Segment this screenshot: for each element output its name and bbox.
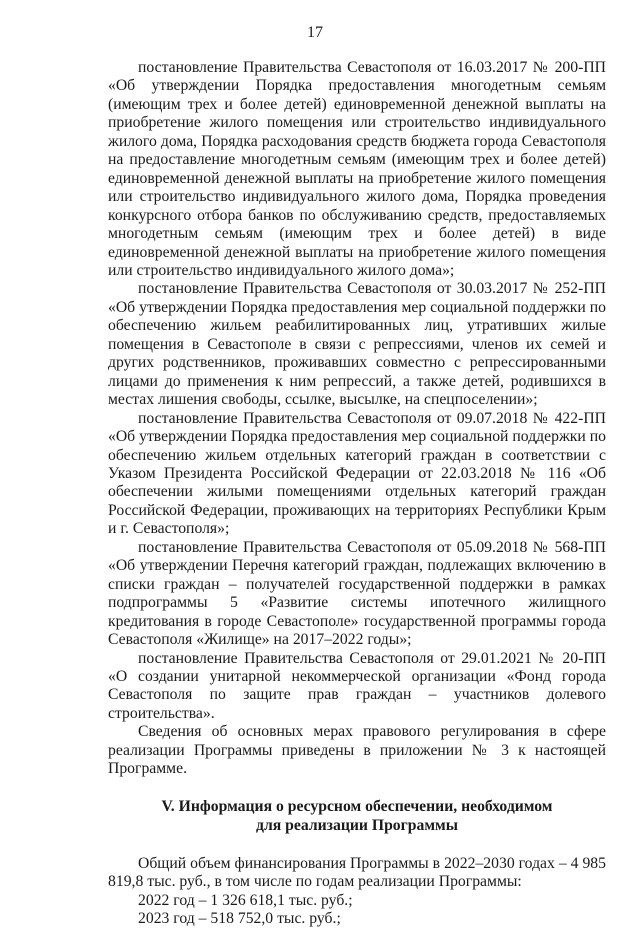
section-heading (108, 797, 606, 835)
paragraph-resolution-200pp: постановление Правительства Севастополя от 16.03.2017 № 200-ПП «Об утверждении Порядка предоставления многодетным семьям (имеющим трех и более детей) единовременной денежной выплаты на приобретение жилого помещения или строительство индивидуального жилого дома, Порядка расходования средств бюджета города Севастополя на предоставление многодетным семьям (имеющим трех и более детей) единовременной денежной выплаты на приобретение жилого помещения или строительство индивидуального жилого дома, Порядка проведения конкурсного отбора банков по обслуживанию средств, предоставляемых многодетным семьям (имеющим трех и более детей) в виде единовременной денежной выплаты на приобретение жилого помещения или строительство индивидуального жилого дома»; (108, 59, 606, 279)
page-number: 17 (307, 24, 323, 41)
paragraph-legal-measures-note: Сведения об основных мерах правового регулирования в сфере реализации Программы приведены в приложении № 3 к настоящей Программе. (108, 723, 606, 778)
paragraph-resolution-252pp: постановление Правительства Севастополя от 30.03.2017 № 252-ПП «Об утверждении Порядка предоставления мер социальной поддержки по обеспечению жильем реабилитированных лиц, утративших жилые помещения в Севастополе в связи с репрессиями, членов их семей и других родственников, проживавших совместно с репрессированными лицами до применения к ним репрессий, а также детей, родившихся в местах лишения свободы, ссылке, высылке, на спецпоселении»; (108, 280, 606, 409)
section-heading-line1: V. Информация о ресурсном обеспечении, необходимом (161, 797, 553, 815)
paragraph-resolution-422pp: постановление Правительства Севастополя от 09.07.2018 № 422-ПП «Об утверждении Порядка предоставления мер социальной поддержки по обеспечению жильем отдельных категорий граждан в соответствии с Указом Президента Российской Федерации от 22.03.2018 № 116 «Об обеспечении жилыми помещениями отдельных категорий граждан Российской Федерации, проживающих на территориях Республики Крым и г. Севастополя»; (108, 409, 606, 538)
paragraph-resolution-568pp: постановление Правительства Севастополя от 05.09.2018 № 568-ПП «Об утверждении Перечня категорий граждан, подлежащих включению в списки граждан – получателей государственной поддержки в рамках подпрограммы 5 «Развитие системы ипотечного жилищного кредитования в городе Севастополе» государственной программы города Севастополя «Жилище» на 2017–2022 годы»; (108, 538, 606, 649)
paragraph-resolution-20pp: постановление Правительства Севастополя от 29.01.2021 № 20-ПП «О создании унитарной некоммерческой организации «Фонд города Севастополя по защите прав граждан – участников долевого строительства». (108, 649, 606, 722)
paragraph-funding-total: Общий объем финансирования Программы в 2022–2030 годах – 4 985 819,8 тыс. руб., в том числе по годам реализации Программы: (108, 854, 606, 891)
document-body (108, 59, 606, 928)
section-heading-line2: для реализации Программы (256, 816, 458, 834)
funding-year-2023: 2023 год – 518 752,0 тыс. руб.; (138, 910, 341, 928)
funding-year-2022: 2022 год – 1 326 618,1 тыс. руб.; (138, 891, 353, 909)
